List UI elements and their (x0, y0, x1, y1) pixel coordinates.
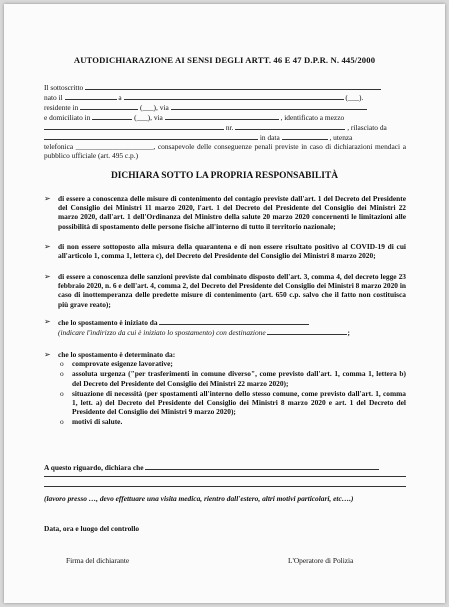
field-line-issued: in data , utenza (44, 132, 406, 142)
start-address-blank[interactable] (159, 317, 309, 325)
declaration-subtitle: DICHIARA SOTTO LA PROPRIA RESPONSABILITÀ (111, 171, 338, 181)
arrow-bullet-icon: ➢ (44, 272, 51, 281)
regard-blank-line[interactable] (44, 486, 406, 487)
circle-bullet-icon: o (60, 417, 64, 427)
declaration-item: ➢ di essere a conoscenza delle misure di contenimento del contagio previste dall'art. 1 del Decreto del Presidente del Consiglio dei Ministri 11 marzo 2020, l'art. 1 del Decreto del Presidente del Consiglio dei Ministri 22 marzo 2020, dall'art. 1 dell'Ordinanza del Ministro della salute 20 marzo 2020 concernenti le limitazioni alle possibilità di spostamento delle persone fisiche all'interno di tutto il territorio nazionale; (44, 194, 406, 231)
reason-option[interactable]: o situazione di necessità (per spostamenti all'interno dello stesso comune, come previsto dall'art. 1, comma 1, lett. a) del Decreto del Presidente del Consiglio dei Ministri 8 marzo 2020 e art. 1 del Decreto del Presidente del Consiglio dei Ministri 9 marzo 2020); (60, 388, 406, 417)
reason-option[interactable]: o motivi di salute. (60, 417, 123, 427)
field-line-phone-statement: telefonica _____________________, consapevole delle conseguenze penali previste in caso di dichiarazioni mendaci a pubblico ufficiale (art. 495 c.p.) (44, 142, 406, 161)
residence-street-blank[interactable] (171, 102, 367, 110)
police-signature-label: L'Operatore di Polizia (288, 556, 354, 565)
destination-blank[interactable] (267, 327, 347, 335)
reason-option[interactable]: o assoluta urgenza ("per trasferimenti in comune diverso", come previsto dall'art. 1, comma 1, lettera b) del Decreto del Presidente del Consiglio dei Ministri 22 marzo 2020); (60, 369, 406, 388)
arrow-bullet-icon: ➢ (44, 317, 51, 326)
declaration-item: ➢ che lo spostamento è determinato da: o comprovate esigenze lavorative; o assoluta urgenza ("per trasferimenti in comune diverso", come previsto dall'art. 1, comma 1, lettera b) del Decreto del Presidente del Consiglio dei Ministri 22 marzo 2020); o situazione di necessità (per spostamenti all'interno dello stesso comune, come previsto dall'art. 1, comma 1, lett. a) del Decreto del Presidente del Consiglio dei Ministri 8 marzo 2020 e art. 1 del Decreto del Presidente del Consiglio dei Ministri 9 marzo 2020); o motivi di salute. (44, 350, 406, 427)
id-document-blank[interactable] (44, 122, 224, 130)
name-blank[interactable] (85, 82, 381, 90)
regard-line: A questo riguardo, dichiara che (44, 462, 406, 472)
declarant-signature-label: Firma del dichiarante (66, 556, 130, 565)
reason-option[interactable]: o comprovate esigenze lavorative; (60, 359, 173, 369)
declaration-item: ➢ che lo spostamento è iniziato da (indicare l'indirizzo da cui è iniziato lo spostamento) con destinazione ; (44, 317, 350, 338)
date-place-label: Data, ora e luogo del controllo (44, 524, 140, 533)
residence-city-blank[interactable] (80, 102, 138, 110)
arrow-bullet-icon: ➢ (44, 194, 51, 203)
regard-blank[interactable] (145, 462, 379, 470)
example-note: (lavoro presso …, devo effettuare una visita medica, rientro dall'estero, altri motivi particolari, etc….) (44, 494, 354, 503)
domicile-city-blank[interactable] (92, 112, 132, 120)
circle-bullet-icon: o (60, 388, 64, 398)
field-line-name: Il sottoscritto (44, 82, 406, 92)
field-line-residence: residente in (___), via (44, 102, 406, 112)
issued-date-blank[interactable] (282, 132, 328, 140)
document-title: AUTODICHIARAZIONE AI SENSI DEGLI ARTT. 46 E 47 D.P.R. N. 445/2000 (73, 55, 376, 65)
issued-by-blank[interactable] (44, 132, 258, 140)
birth-date-blank[interactable] (65, 92, 117, 100)
arrow-bullet-icon: ➢ (44, 242, 51, 251)
regard-blank-line[interactable] (44, 476, 406, 477)
domicile-street-blank[interactable] (165, 112, 279, 120)
arrow-bullet-icon: ➢ (44, 350, 51, 359)
birth-place-blank[interactable] (124, 92, 344, 100)
document-page (4, 4, 445, 603)
field-line-birth: nato il a (___). (44, 93, 364, 102)
circle-bullet-icon: o (60, 359, 64, 369)
declaration-item: ➢ di essere a conoscenza delle sanzioni previste dal combinato disposto dell'art. 3, comma 4, del decreto legge 23 febbraio 2020, n. 6 e dell'art. 4, comma 2, del Decreto del Presidente del Consiglio dei Ministri 8 marzo 2020 in caso di inottemperanza delle predette misure di contenimento (art. 650 c.p. salvo che il fatto non costituisca più grave reato); (44, 272, 406, 309)
declaration-item: ➢ di non essere sottoposto alla misura della quarantena e di non essere risultato positivo al COVID-19 di cui all'articolo 1, comma 1, lettera c), del Decreto del Presidente del Consiglio dei Ministri 8 marzo 2020; (44, 242, 406, 261)
field-line-domicile: e domiciliato in (___), via , identificato a mezzo (44, 113, 345, 122)
circle-bullet-icon: o (60, 369, 64, 379)
id-number-blank[interactable] (235, 122, 345, 130)
field-line-document: nr. , rilasciato da (44, 122, 406, 132)
